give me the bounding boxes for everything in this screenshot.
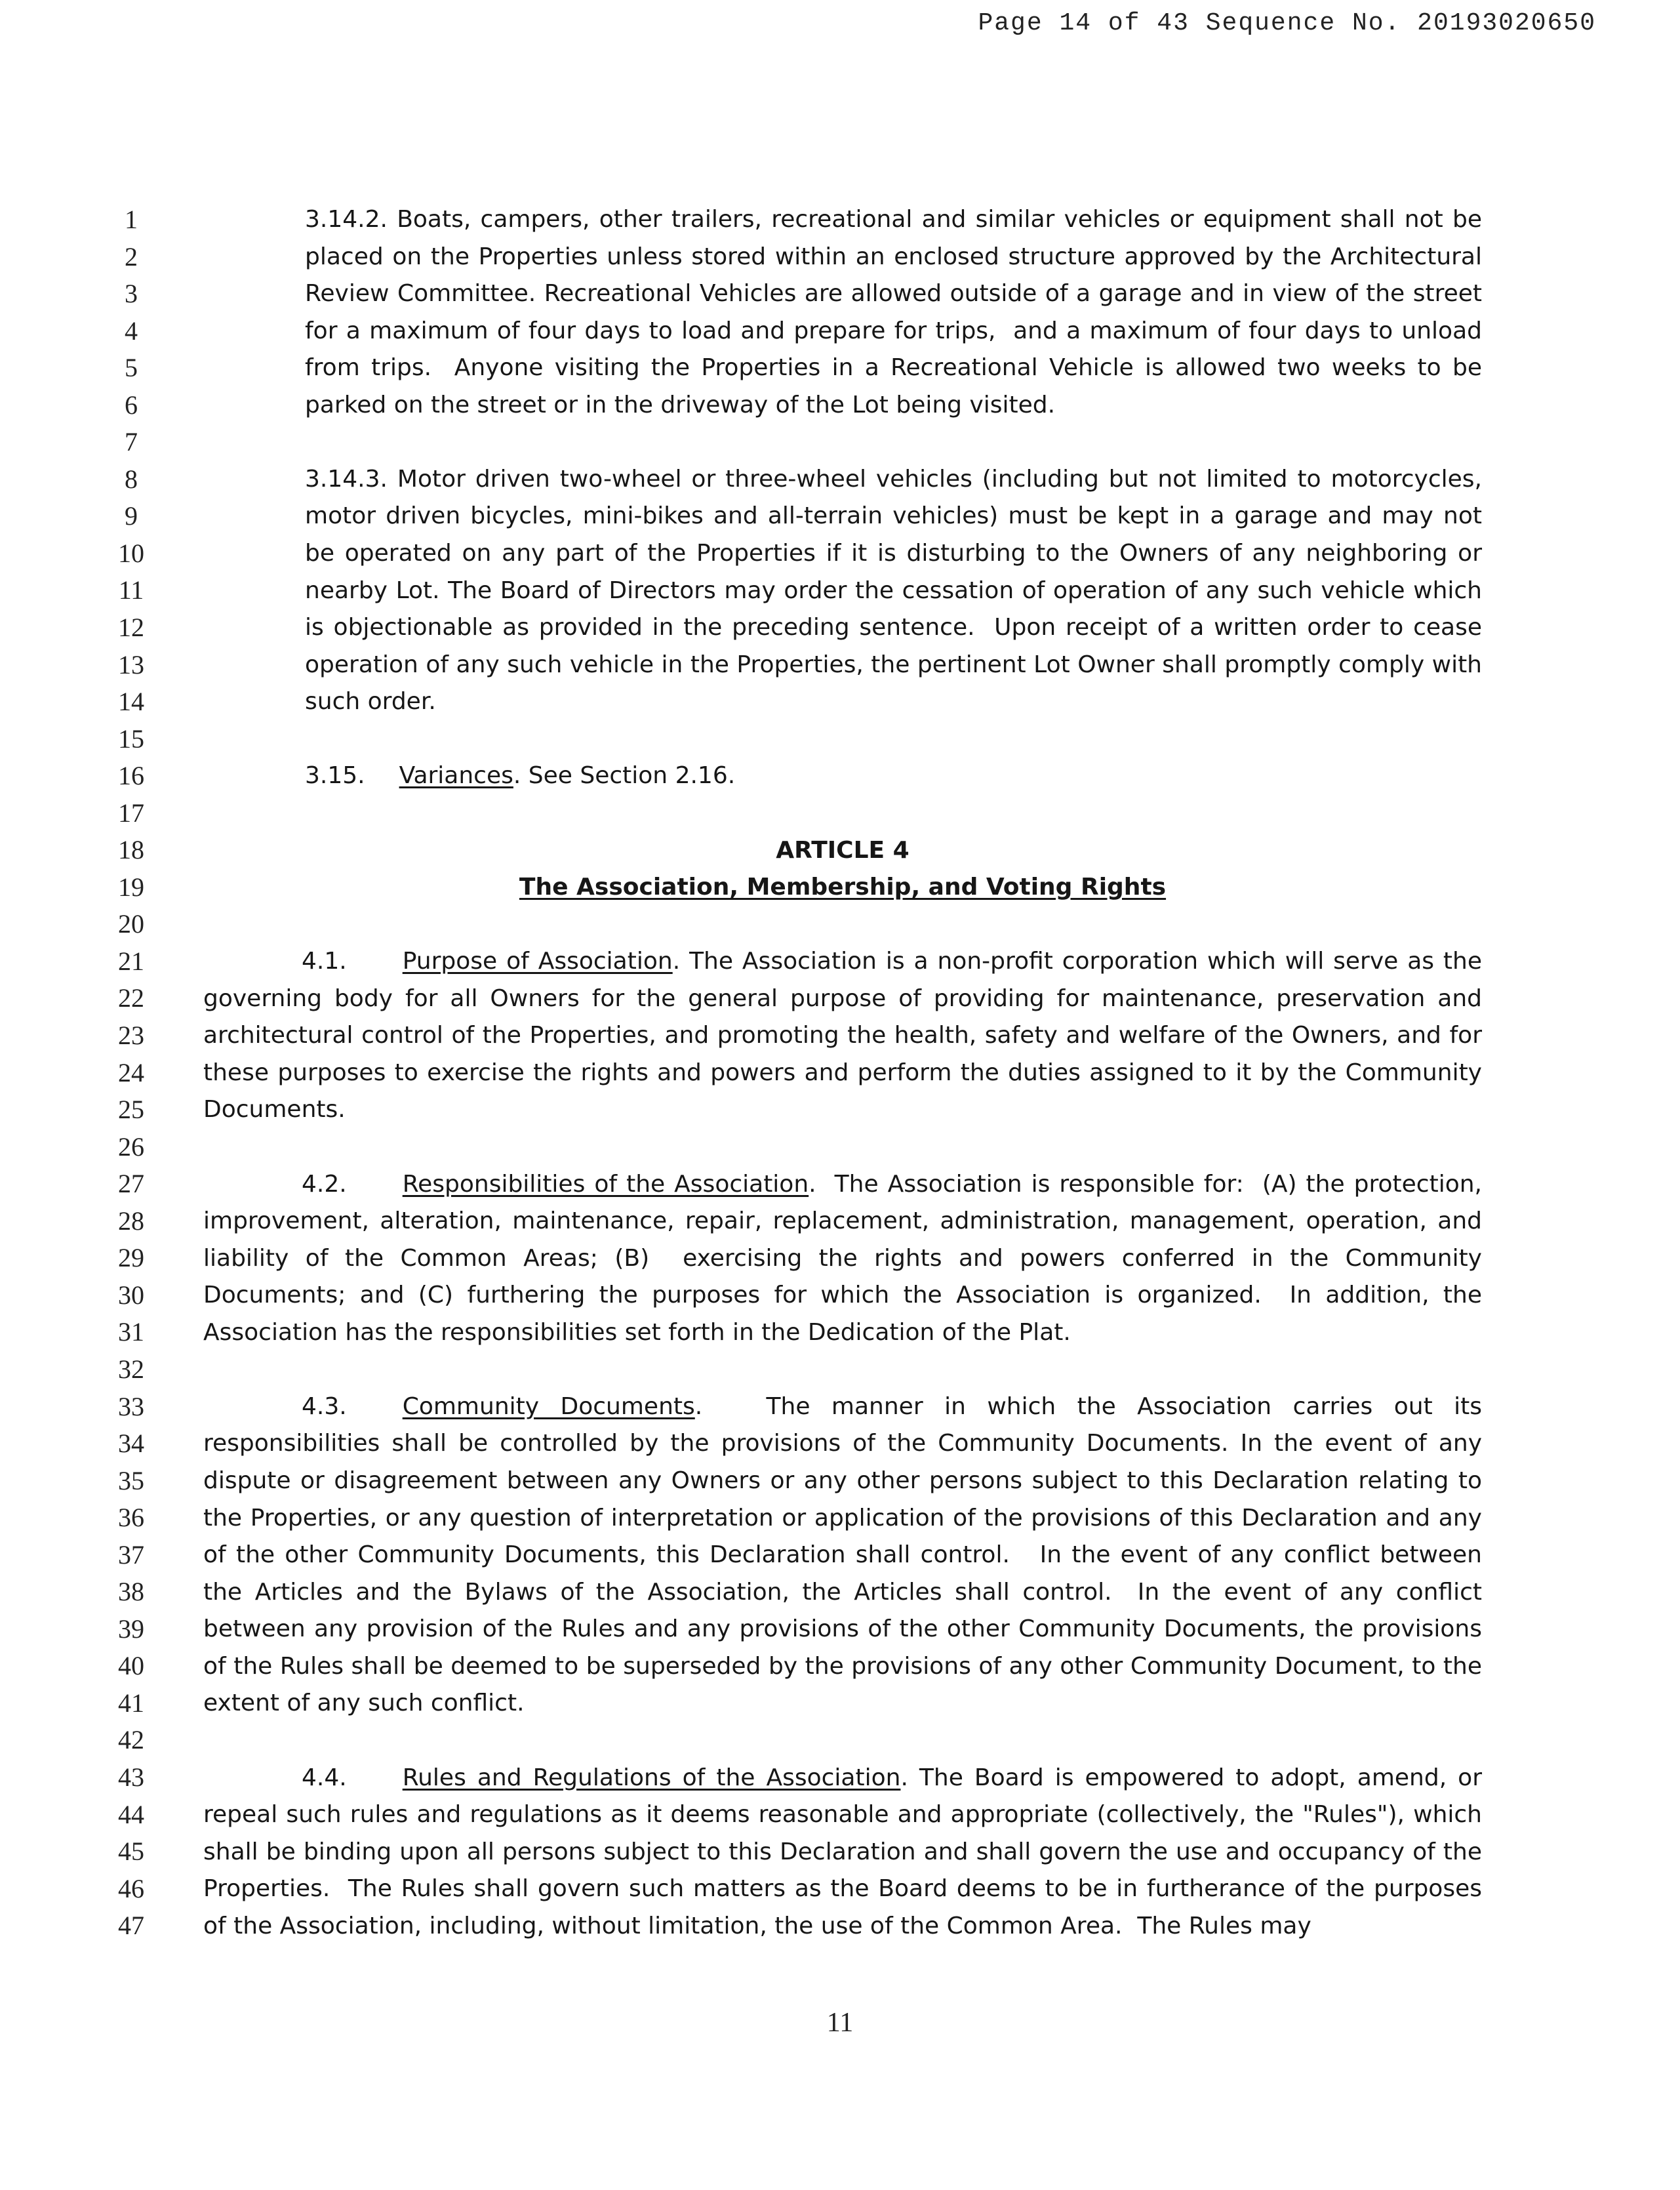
line-number-gutter xyxy=(98,201,164,1945)
section-number: 4.4. xyxy=(302,1764,347,1791)
section-number: 4.2. xyxy=(302,1170,347,1198)
line-number: 36 xyxy=(118,1503,144,1533)
section-number: 4.1. xyxy=(302,948,347,975)
section-3-14-3: 3.14.3. Motor driven two-wheel or three-wheel vehicles (including but not limited to motorcycles, motor driven bicycles, mini-bikes and all-terrain vehicles) must be kept in a garage and may not be operated on any part of the Properties if it is disturbing to the Owners of any neighboring or nearby Lot. The Board of Directors may order the cessation of operation of any such vehicle which is objectionable as provided in the preceding sentence. Upon receipt of a written order to cease operation of any such vehicle in the Properties, the pertinent Lot Owner shall promptly comply with such order. xyxy=(305,465,1490,716)
line-number: 26 xyxy=(118,1131,144,1162)
line-number: 28 xyxy=(118,1206,144,1236)
line-number: 13 xyxy=(118,649,144,679)
line-number: 29 xyxy=(118,1243,144,1273)
section-number: 4.3. xyxy=(302,1392,347,1420)
section-4-3 xyxy=(203,1389,1490,1722)
line-number: 20 xyxy=(118,909,144,939)
section-text: . The Board is empowered to adopt, amend, or repeal such rules and regulations as it deems reasonable and appropriate (collectively, the "Rules"), which shall be binding upon all persons subject to this Declaration and shall govern the use and occupancy of the Properties. The Rules shall govern such matters as the Board deems to be in furtherance of the purposes of the Association, including, without limitation, the use of the Common Area. The Rules may xyxy=(203,1764,1490,1939)
line-number: 40 xyxy=(118,1651,144,1681)
section-text: . The manner in which the Association carries out its responsibilities shall be controlled by the provisions of the Community Documents. In the event of any dispute or disagreement between any Owners or any other persons subject to this Declaration relating to the Properties, or any question of interpretation or application of the provisions of this Declaration and any of the other Community Documents, this Declaration shall control. In the event of any conflict between the Articles and the Bylaws of the Association, the Articles shall control. In the event of any conflict between any provision of the Rules and any provisions of the other Community Documents, the provisions of the Rules shall be deemed to be superseded by the provisions of any other Community Document, to the extent of any such conflict. xyxy=(203,1392,1490,1717)
section-title: Rules and Regulations of the Association xyxy=(402,1764,901,1791)
line-number: 46 xyxy=(118,1873,144,1903)
section-4-4 xyxy=(203,1760,1490,1945)
line-number: 42 xyxy=(118,1725,144,1755)
page-sequence-stamp: Page 14 of 43 Sequence No. 20193020650 xyxy=(978,9,1596,37)
line-number: 5 xyxy=(125,353,138,383)
line-number: 45 xyxy=(118,1836,144,1867)
section-text: . See Section 2.16. xyxy=(513,762,736,790)
section-4-2 xyxy=(203,1166,1490,1352)
section-title: Responsibilities of the Association xyxy=(402,1170,809,1198)
document-body xyxy=(203,201,1490,1982)
line-number: 24 xyxy=(118,1057,144,1087)
line-number: 17 xyxy=(118,798,144,828)
line-number: 2 xyxy=(125,241,138,272)
line-number: 9 xyxy=(125,501,138,531)
article-label: ARTICLE 4 xyxy=(776,836,910,864)
line-number: 3 xyxy=(125,279,138,309)
line-number: 23 xyxy=(118,1021,144,1051)
line-number: 4 xyxy=(125,315,138,346)
line-number: 19 xyxy=(118,872,144,902)
line-number: 27 xyxy=(118,1169,144,1199)
line-number: 8 xyxy=(125,464,138,494)
line-number: 12 xyxy=(118,613,144,643)
section-text: . The Association is a non-profit corporation which will serve as the governing body for all Owners for the general purpose of providing for maintenance, preservation and architectural control of the Properties, and promoting the health, safety and welfare of the Owners, and for these purposes to exercise the rights and powers and perform the duties assigned to it by the Community Documents. xyxy=(203,948,1490,1124)
line-number: 34 xyxy=(118,1429,144,1459)
line-number: 32 xyxy=(118,1354,144,1384)
section-text: . The Association is responsible for: (A) the protection, improvement, alteration, maintenance, repair, replacement, administration, management, operation, and liability of the Common Areas; (B) exercising the rights and powers conferred in the Community Documents; and (C) furthering the purposes for which the Association is organized. In addition, the Association has the responsibilities set forth in the Dedication of the Plat. xyxy=(203,1170,1490,1346)
line-number: 30 xyxy=(118,1280,144,1310)
section-4-1 xyxy=(203,943,1490,1129)
line-number: 21 xyxy=(118,946,144,976)
line-number: 44 xyxy=(118,1799,144,1829)
line-number: 7 xyxy=(125,427,138,457)
section-title: Purpose of Association xyxy=(402,948,673,975)
line-number: 11 xyxy=(118,575,144,605)
line-number: 15 xyxy=(118,723,144,754)
section-3-15 xyxy=(203,758,1482,795)
section-title: Variances xyxy=(399,762,513,790)
line-number: 38 xyxy=(118,1577,144,1607)
line-number: 43 xyxy=(118,1762,144,1792)
line-number: 25 xyxy=(118,1095,144,1125)
line-number: 1 xyxy=(125,205,138,234)
line-number: 6 xyxy=(125,390,138,420)
line-number: 16 xyxy=(118,761,144,791)
line-number: 10 xyxy=(118,538,144,568)
article-heading xyxy=(203,832,1482,906)
article-title: The Association, Membership, and Voting Rights xyxy=(519,874,1167,901)
line-number: 22 xyxy=(118,983,144,1013)
line-number: 39 xyxy=(118,1613,144,1644)
section-3-14-2: 3.14.2. Boats, campers, other trailers, recreational and similar vehicles or equipment shall not be placed on the Properties unless stored within an enclosed structure approved by the Architectural Review Committee. Recreational Vehicles are allowed outside of a garage and in view of the street for a maximum of four days to load and prepare for trips, and a maximum of four days to unload from trips. Anyone visiting the Properties in a Recreational Vehicle is allowed two weeks to be parked on the street or in the driveway of the Lot being visited. xyxy=(305,206,1490,418)
line-number: 31 xyxy=(118,1317,144,1347)
line-number: 35 xyxy=(118,1465,144,1495)
section-number: 3.15. xyxy=(305,762,365,790)
line-number: 14 xyxy=(118,687,144,717)
line-number: 37 xyxy=(118,1539,144,1570)
section-title: Community Documents xyxy=(402,1392,695,1420)
line-number: 47 xyxy=(118,1911,144,1941)
line-number: 41 xyxy=(118,1688,144,1718)
line-number: 18 xyxy=(118,835,144,865)
page-number: 11 xyxy=(826,2008,854,2038)
line-number: 33 xyxy=(118,1391,144,1421)
